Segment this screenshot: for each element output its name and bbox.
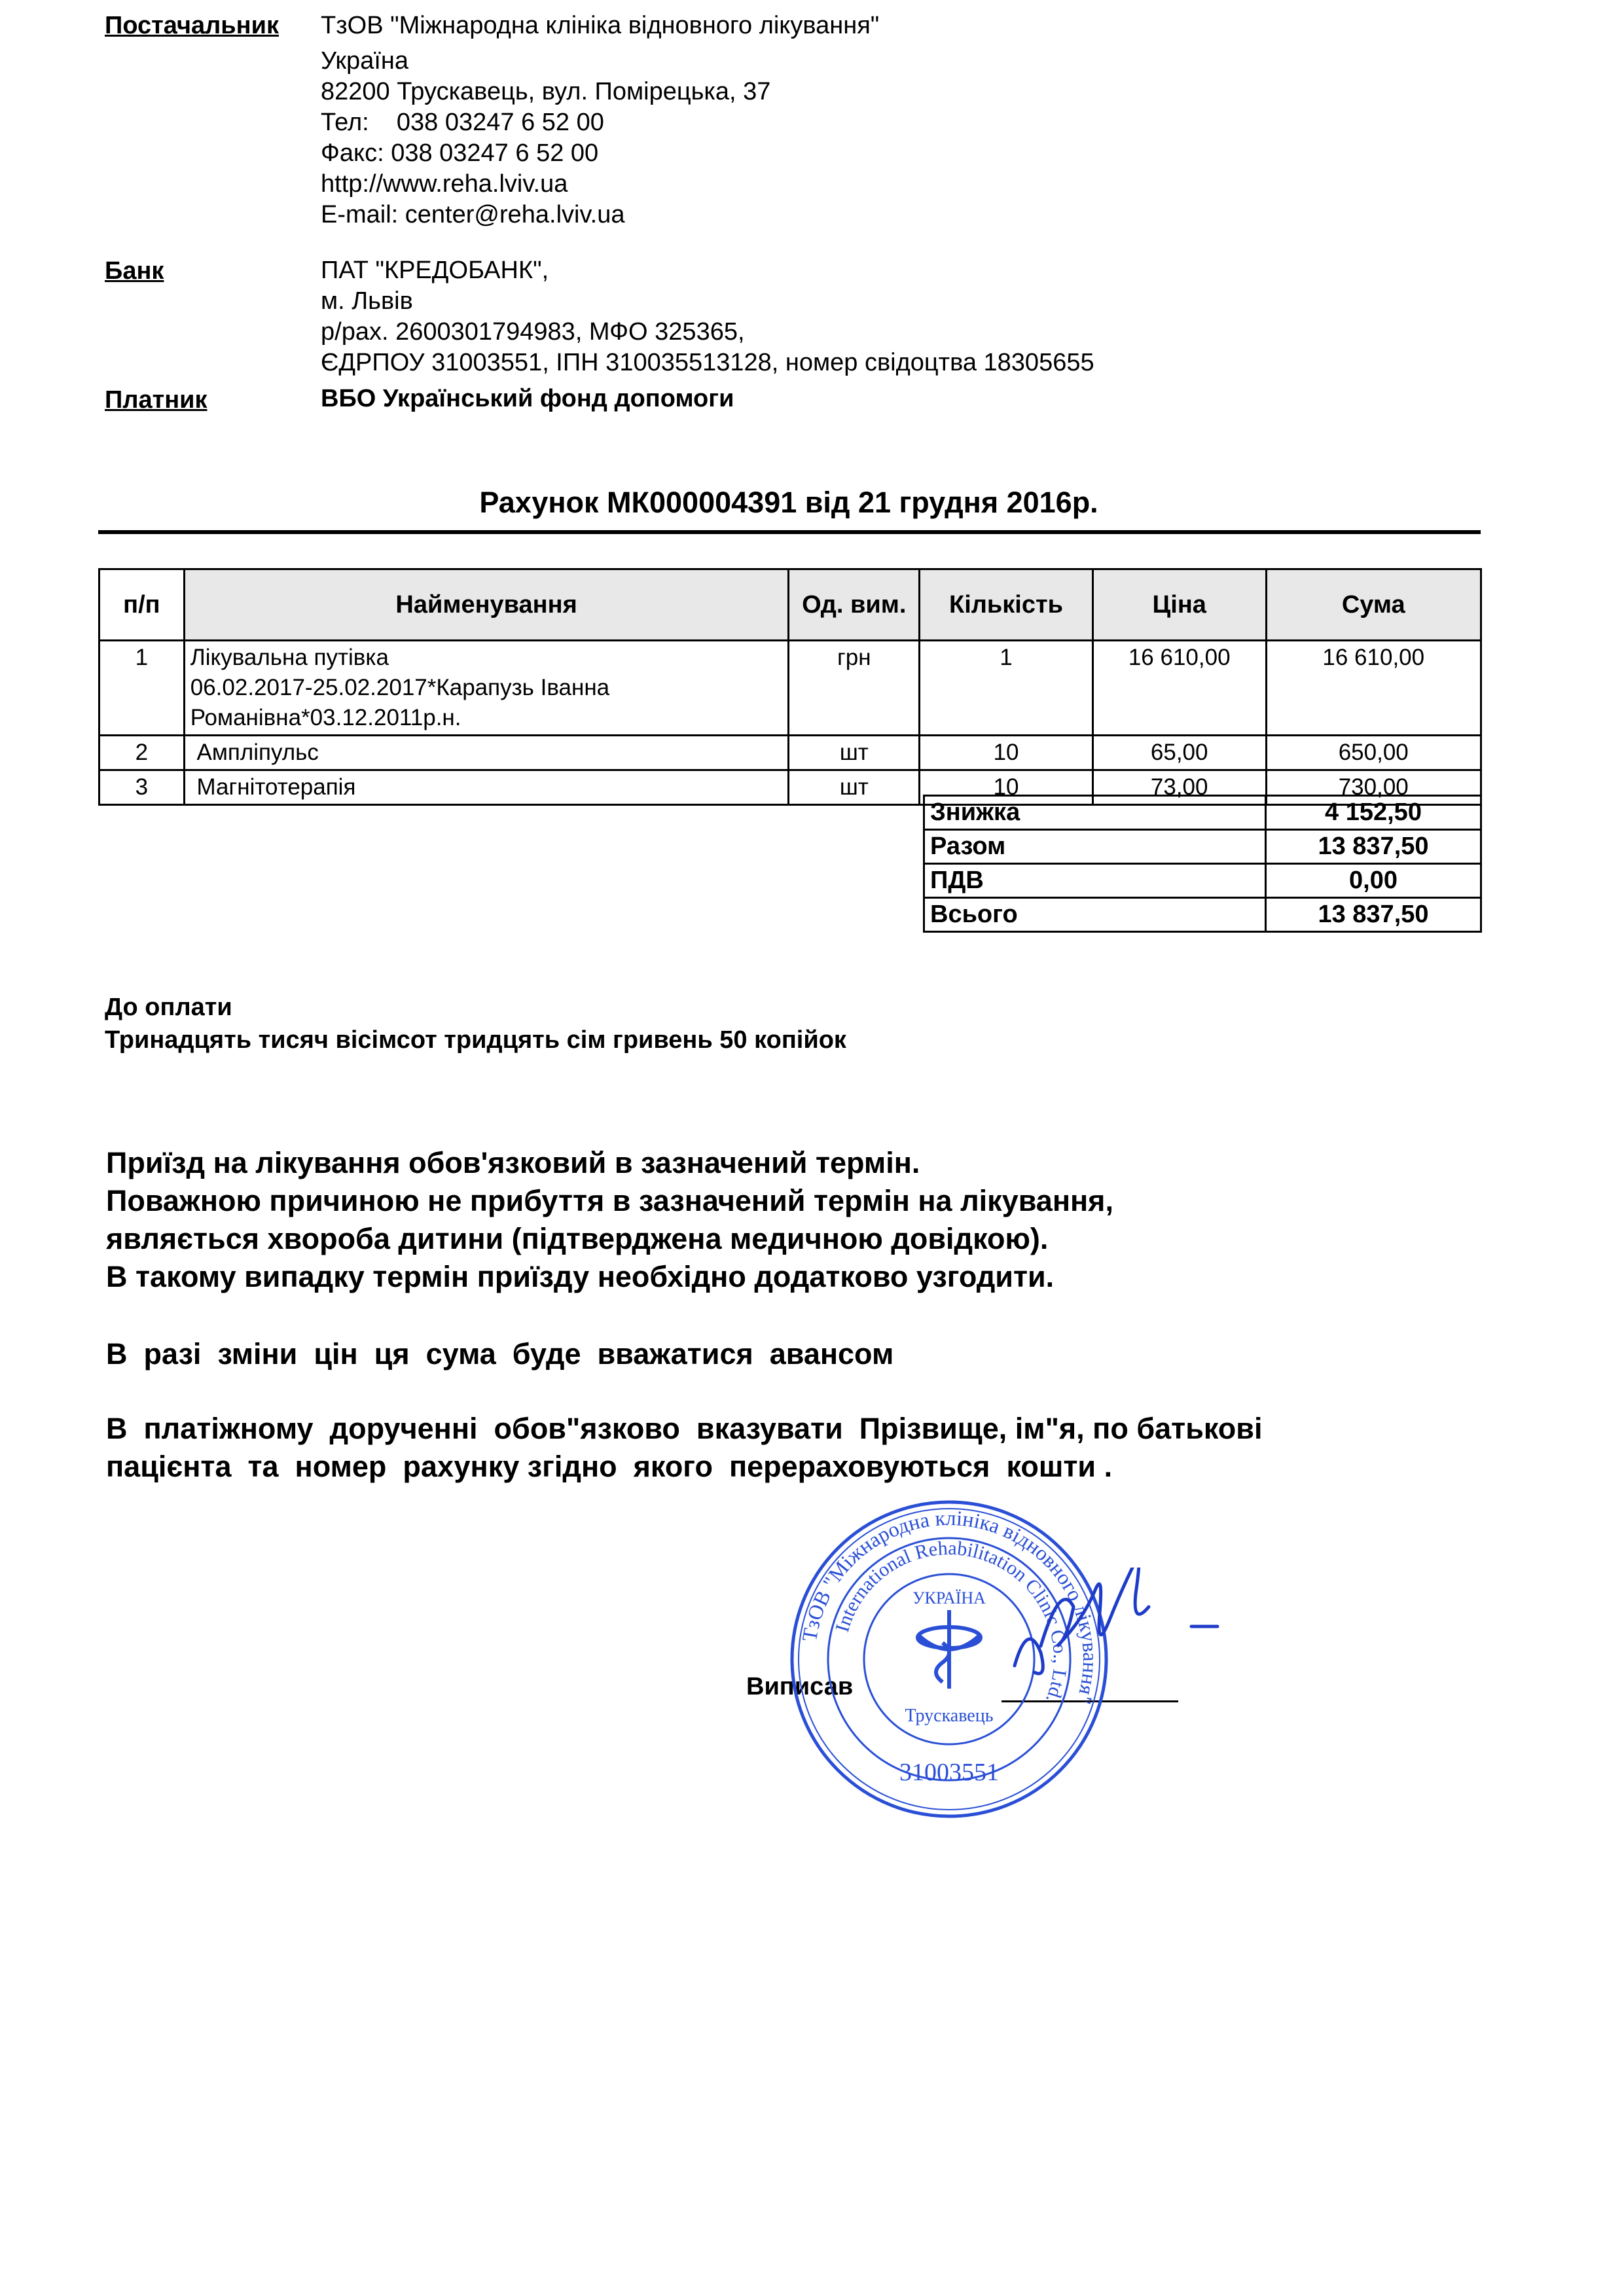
discount-value: 4 152,50 [1266, 796, 1481, 830]
to-pay-label: До оплати [105, 994, 232, 1021]
subtotal-label: Разом [924, 830, 1266, 864]
cell-quantity: 10 [920, 770, 1093, 805]
subtotal-value: 13 837,50 [1266, 830, 1481, 864]
stamp-country: УКРАЇНА [912, 1588, 986, 1607]
cell-sum: 16 610,00 [1266, 641, 1481, 736]
bank-codes: ЄДРПОУ 31003551, ІПН 310035513128, номер свідоцтва 18305655 [321, 349, 1094, 376]
payment-note-line-2: пацієнта та номер рахунку згідно якого перераховуються кошти . [106, 1450, 1113, 1483]
col-header-unit: Од. вим. [789, 569, 920, 641]
supplier-label: Постачальник [105, 12, 279, 39]
note-line-3: являється хвороба дитини (підтверджена медичною довідкою). [106, 1222, 1049, 1255]
col-header-sum: Сума [1266, 569, 1481, 641]
supplier-name: ТзОВ "Міжнародна клініка відновного лікування" [321, 12, 880, 39]
col-header-name: Найменування [184, 569, 789, 641]
payer-label: Платник [105, 386, 208, 414]
bank-account: р/рах. 2600301794983, МФО 325365, [321, 318, 745, 346]
title-divider [98, 530, 1481, 534]
totals-row-discount [924, 796, 1481, 830]
note-line-4: В такому випадку термін приїзду необхідно додатково узгодити. [106, 1260, 1055, 1293]
amount-in-words: Тринадцять тисяч вісімсот тридцять сім гривень 50 копійок [105, 1026, 846, 1054]
items-table [98, 568, 1482, 806]
note-line-1: Приїзд на лікування обов'язковий в зазначений термін. [106, 1146, 920, 1179]
stamp-inner-text: International Rehabilitation Clinic Co., Ltd. [831, 1537, 1072, 1706]
bank-label: Банк [105, 257, 164, 285]
cell-price: 16 610,00 [1092, 641, 1266, 736]
col-header-quantity: Кількість [920, 569, 1093, 641]
col-header-price: Ціна [1092, 569, 1266, 641]
supplier-phone: Тел: 038 03247 6 52 00 [321, 109, 604, 136]
cell-name: Магнітотерапія [184, 770, 789, 805]
cell-quantity: 1 [920, 641, 1093, 736]
total-value: 13 837,50 [1266, 898, 1481, 932]
col-header-number: п/п [99, 569, 185, 641]
cell-sum: 650,00 [1266, 736, 1481, 770]
cell-price: 65,00 [1092, 736, 1266, 770]
supplier-website: http://www.reha.lviv.ua [321, 170, 568, 198]
cell-price: 73,00 [1092, 770, 1266, 805]
cell-name: Лікувальна путівка 06.02.2017-25.02.2017*Карапузь Іванна Романівна*03.12.2011р.н. [184, 641, 789, 736]
cell-name: Ампліпульс [184, 736, 789, 770]
note-line-2: Поважною причиною не прибуття в зазначений термін на лікування, [106, 1184, 1113, 1217]
payer-name: ВБО Український фонд допомоги [321, 385, 734, 412]
table-header-row [99, 569, 1481, 641]
cell-quantity: 10 [920, 736, 1093, 770]
totals-row-vat [924, 864, 1481, 898]
payment-note-line-1: В платіжному дорученні обов"язково вказувати Прізвище, ім"я, по батькові [106, 1412, 1263, 1445]
issued-by-label: Виписав [746, 1673, 854, 1700]
vat-value: 0,00 [1266, 864, 1481, 898]
supplier-address: 82200 Трускавець, вул. Помірецька, 37 [321, 78, 771, 105]
advance-note: В разі зміни цін ця сума буде вважатися авансом [106, 1337, 894, 1371]
total-label: Всього [924, 898, 1266, 932]
cell-number: 1 [99, 641, 185, 736]
cell-unit: шт [789, 736, 920, 770]
cell-unit: шт [789, 770, 920, 805]
cell-number: 3 [99, 770, 185, 805]
table-row [99, 736, 1481, 770]
cell-sum: 730,00 [1266, 770, 1481, 805]
stamp-city: Трускавець [905, 1706, 994, 1726]
totals-row-total [924, 898, 1481, 932]
supplier-country: Україна [321, 47, 409, 75]
discount-label: Знижка [924, 796, 1266, 830]
totals-table [923, 795, 1482, 933]
bank-city: м. Львів [321, 287, 413, 315]
supplier-email: E-mail: center@reha.lviv.ua [321, 201, 625, 228]
table-row [99, 641, 1481, 736]
stamp-code: 31003551 [899, 1759, 999, 1786]
invoice-title: Рахунок МК000004391 від 21 грудня 2016р. [479, 486, 1098, 519]
totals-row-subtotal [924, 830, 1481, 864]
vat-label: ПДВ [924, 864, 1266, 898]
cell-unit: грн [789, 641, 920, 736]
stamp-outer-text: ТзОВ "Міжнародна клініка відновного лікування" [797, 1505, 1103, 1707]
signature [1001, 1568, 1231, 1705]
caduceus-icon [918, 1610, 981, 1689]
cell-number: 2 [99, 736, 185, 770]
supplier-fax: Факс: 038 03247 6 52 00 [321, 139, 599, 167]
bank-name: ПАТ "КРЕДОБАНК", [321, 257, 549, 284]
